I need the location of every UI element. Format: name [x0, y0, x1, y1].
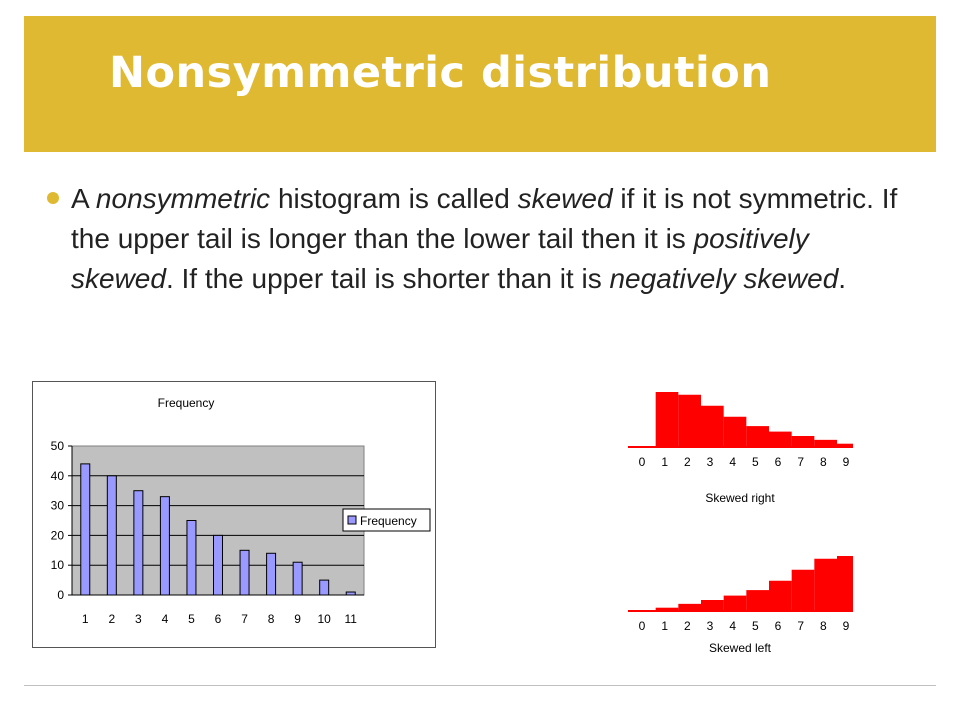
- chart-title: Skewed right: [705, 491, 775, 505]
- x-tick-label: 2: [683, 455, 691, 469]
- legend-label: Frequency: [360, 514, 417, 528]
- x-tick-label: 6: [774, 619, 782, 633]
- x-tick-label: 4: [729, 619, 737, 633]
- bar: [837, 556, 853, 611]
- bullet-text-part: histogram is called: [270, 183, 518, 214]
- bar: [701, 600, 724, 611]
- x-tick-label: 8: [267, 612, 275, 626]
- bar: [134, 491, 143, 595]
- x-tick-label: 5: [751, 619, 759, 633]
- chart-title: Frequency: [157, 396, 215, 410]
- bar: [746, 426, 769, 447]
- bar: [346, 592, 355, 595]
- slide-title: Nonsymmetric distribution: [109, 48, 772, 98]
- bar: [678, 395, 701, 447]
- bar: [724, 417, 747, 447]
- bar: [656, 608, 679, 611]
- bar: [837, 444, 853, 447]
- x-tick-label: 1: [661, 619, 669, 633]
- bar: [769, 581, 792, 611]
- bar: [320, 580, 329, 595]
- x-tick-label: 7: [241, 612, 248, 626]
- chart-title: Skewed left: [708, 641, 772, 655]
- y-tick-label: 0: [57, 588, 64, 602]
- bar: [701, 406, 724, 447]
- bar: [267, 553, 276, 595]
- bar: [656, 392, 679, 447]
- x-tick-label: 9: [294, 612, 301, 626]
- x-tick-label: 3: [135, 612, 142, 626]
- bar: [792, 570, 815, 611]
- bullet-text-part: .: [838, 263, 847, 294]
- bar: [187, 521, 196, 596]
- bullet-dot: [47, 192, 59, 204]
- frequency-chart: [32, 381, 436, 648]
- x-tick-label: 3: [706, 455, 714, 469]
- bullet-term-negatively-skewed: negatively skewed: [609, 263, 839, 294]
- x-tick-label: 8: [819, 619, 827, 633]
- x-tick-label: 3: [706, 619, 714, 633]
- x-tick-label: 7: [797, 455, 805, 469]
- x-tick-label: 9: [842, 619, 850, 633]
- skewed-left-chart: [628, 548, 853, 660]
- y-tick-label: 30: [50, 498, 64, 513]
- bar: [214, 535, 223, 595]
- x-tick-label: 9: [842, 455, 850, 469]
- bullet-term-skewed: skewed: [517, 183, 613, 214]
- bar: [769, 432, 792, 447]
- bullet-text-part: A: [71, 183, 96, 214]
- bar: [814, 440, 837, 447]
- bar: [814, 559, 837, 611]
- bar: [107, 476, 116, 595]
- skewed-right-chart: [628, 382, 853, 512]
- bar: [160, 497, 169, 595]
- x-tick-label: 1: [661, 455, 669, 469]
- x-tick-label: 8: [819, 455, 827, 469]
- x-tick-label: 10: [317, 612, 331, 626]
- x-tick-label: 6: [774, 455, 782, 469]
- bullet-term-positively-skewed: positively skewed: [71, 223, 809, 294]
- bar: [293, 562, 302, 595]
- bar: [81, 464, 90, 595]
- y-tick-label: 10: [50, 558, 64, 573]
- y-tick-label: 20: [50, 528, 64, 543]
- x-tick-label: 5: [751, 455, 759, 469]
- y-tick-label: 40: [50, 468, 64, 483]
- bar: [240, 550, 249, 595]
- x-tick-label: 11: [344, 612, 357, 626]
- footer-divider: [24, 685, 936, 686]
- bar: [724, 596, 747, 611]
- y-tick-label: 50: [50, 439, 64, 453]
- bullet-term-nonsymmetric: nonsymmetric: [95, 183, 271, 214]
- bullet-text-part: if it is not symmetric. If the upper tail is longer than the lower tail then it is: [71, 183, 898, 254]
- x-tick-label: 7: [797, 619, 805, 633]
- x-tick-label: 1: [81, 612, 89, 626]
- bar: [792, 436, 815, 447]
- bullet-text: [71, 179, 906, 299]
- x-tick-label: 6: [214, 612, 222, 626]
- legend-swatch: [348, 516, 356, 524]
- x-tick-label: 4: [161, 612, 169, 626]
- x-tick-label: 2: [108, 612, 116, 626]
- bar: [678, 604, 701, 611]
- bullet-text-part: . If the upper tail is shorter than it is: [165, 263, 610, 294]
- x-tick-label: 5: [188, 612, 195, 626]
- x-tick-label: 4: [729, 455, 737, 469]
- bar: [746, 590, 769, 611]
- x-tick-label: 0: [638, 619, 646, 633]
- x-tick-label: 0: [638, 455, 646, 469]
- x-tick-label: 2: [683, 619, 691, 633]
